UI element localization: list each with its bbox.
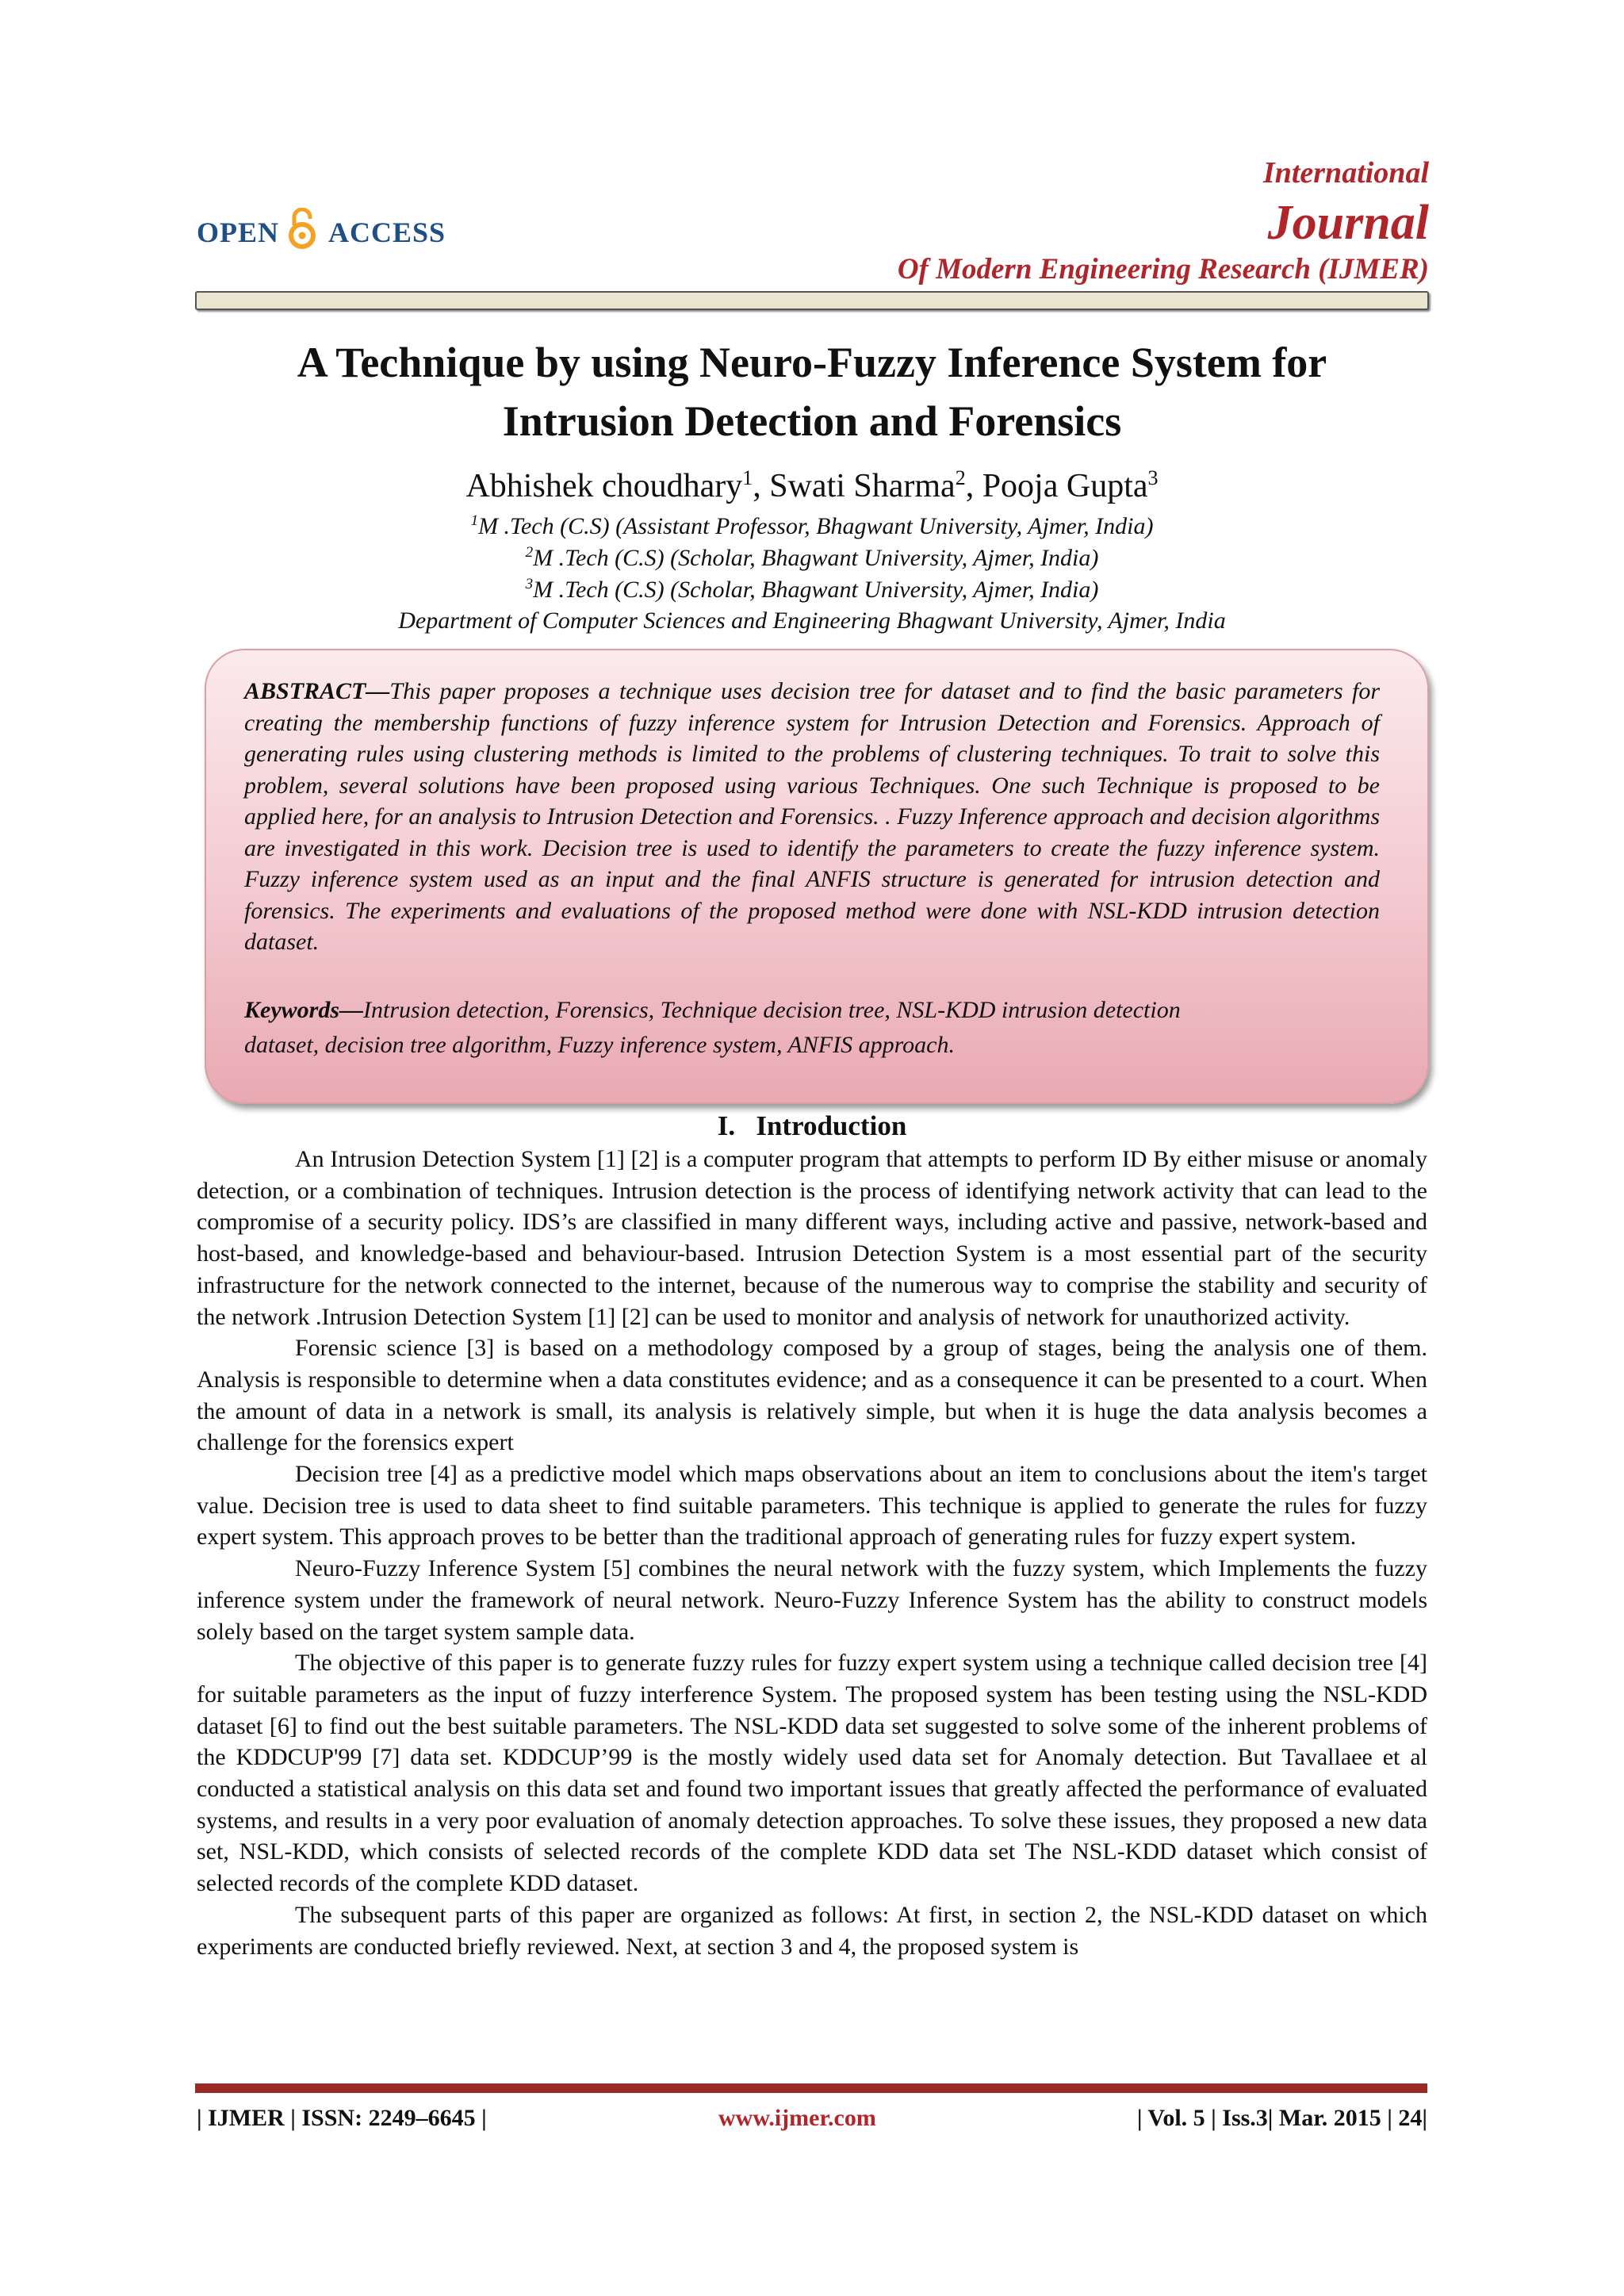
author-sup: 3 [1147,466,1159,489]
paragraph: The objective of this paper is to generate fuzzy rules for fuzzy expert system using a technique called decision tree [4] for suitable parameters as the input of fuzzy interference System. The proposed system has been testing using the NSL-KDD dataset [6] to find out the best suitable parameters. The NSL-KDD data set suggested to solve some of the inherent problems of the KDDCUP'99 [7] data set. KDDCUP’99 is the mostly widely used data set for Anomaly detection. But Tavallaee et al conducted a statistical analysis on this data set and found two important issues that greatly affected the performance of evaluated systems, and results in a very poor evaluation of anomaly detection approaches. To solve these issues, they proposed a new data set, NSL-KDD, which consists of selected records of the complete KDD data set The NSL-KDD dataset which consist of selected records of the complete KDD dataset. [197,1650,1427,1897]
affiliation-sup: 1 [470,512,479,529]
affiliation-sup: 3 [525,576,534,592]
paragraph: Neuro-Fuzzy Inference System [5] combines the neural network with the fuzzy system, which Implements the fuzzy inference system under the framework of neural network. Neuro-Fuzzy Inference System has the ability to construct models solely based on the target system sample data. [197,1555,1427,1645]
author-sup: 2 [955,466,966,489]
section-number: I. [717,1110,736,1141]
affiliation [0,512,1624,540]
affiliation-text: M .Tech (C.S) (Scholar, Bhagwant University, Ajmer, India) [533,577,1099,603]
journal-name-line3: Of Modern Engineering Research (IJMER) [897,253,1429,286]
author-separator: , [965,468,982,504]
body-text [197,1144,1427,1962]
paper-title-line2: Intrusion Detection and Forensics [502,397,1122,445]
abstract-label: ABSTRACT— [244,678,390,704]
affiliation [0,576,1624,604]
footer-volume: | Vol. 5 | Iss.3| Mar. 2015 | 24| [1136,2105,1427,2131]
section-title: Introduction [756,1110,907,1141]
section-heading [0,1110,1624,1142]
footer-issn: | IJMER | ISSN: 2249–6645 | [197,2105,487,2131]
footer-website-link[interactable]: www.ijmer.com [718,2105,876,2131]
affiliation-text: M .Tech (C.S) (Assistant Professor, Bhagwant University, Ajmer, India) [478,513,1154,539]
paper-title-line1: A Technique by using Neuro-Fuzzy Inference System for [297,339,1327,386]
author-name: Swati Sharma [769,468,956,504]
open-access-right-text: ACCESS [328,216,446,248]
open-access-left-text: OPEN [197,216,280,248]
keywords [244,993,1402,1063]
open-lock-icon [289,208,316,256]
keywords-line2: dataset, decision tree algorithm, Fuzzy inference system, ANFIS approach. [244,1032,955,1058]
header-divider [195,291,1429,310]
paragraph: Forensic science [3] is based on a methodology composed by a group of stages, being the analysis one of them. Analysis is responsible to determine when a data constitutes evidence; and as a consequence it can be presented to a court. When the amount of data in a network is small, its analysis is relatively simple, but when it is huge the data analysis becomes a challenge for the forensics expert [197,1335,1427,1456]
affiliation-sup: 2 [525,544,534,561]
author-list [0,466,1624,505]
paragraph: Decision tree [4] as a predictive model which maps observations about an item to conclusions about the item's target value. Decision tree is used to data sheet to find suitable parameters. This technique is applied to generate the rules for fuzzy expert system. This approach proves to be better than the traditional approach of generating rules for fuzzy expert system. [197,1461,1427,1550]
paragraph: The subsequent parts of this paper are organized as follows: At first, in section 2, the NSL-KDD dataset on which experiments are conducted briefly reviewed. Next, at section 3 and 4, the proposed system is [197,1901,1427,1960]
journal-name-line1: International [1262,156,1429,190]
abstract-text: This paper proposes a technique uses decision tree for dataset and to find the basic parameters for creating the membership functions of fuzzy inference system for Intrusion Detection and Forensics. Approach of generating rules using clustering methods is limited to the problems of clustering techniques. To trait to solve this problem, several solutions have been proposed using various Techniques. One such Technique is proposed to be applied here, for an analysis to Intrusion Detection and Forensics. . Fuzzy Inference approach and decision algorithms are investigated in this work. Decision tree is used to identify the parameters to create the fuzzy inference system. Fuzzy inference system used as an input and the final ANFIS structure is generated for intrusion detection and forensics. The experiments and evaluations of the proposed method were done with NSL-KDD intrusion detection dataset. [244,678,1380,955]
paragraph: An Intrusion Detection System [1] [2] is a computer program that attempts to perform ID By either misuse or anomaly detection, or a combination of techniques. Intrusion detection is the process of identifying network activity that can lead to the compromise of a security policy. IDS’s are classified in many different ways, including active and passive, network-based and host-based, and knowledge-based and behaviour-based. Intrusion Detection System is a most essential part of the security infrastructure for the network connected to the internet, because of the numerous way to comprise the stability and security of the network .Intrusion Detection System [1] [2] can be used to monitor and analysis of network for unauthorized activity. [197,1146,1427,1330]
author-sup: 1 [742,466,753,489]
author-separator: , [753,468,770,504]
department: Department of Computer Sciences and Engineering Bhagwant University, Ajmer, India [398,608,1226,634]
footer-divider [195,2083,1427,2093]
keywords-line1: Intrusion detection, Forensics, Technique decision tree, NSL-KDD intrusion detection [363,997,1181,1023]
abstract [244,676,1380,958]
author-name: Abhishek choudhary [465,468,743,504]
keywords-label: Keywords— [244,997,363,1023]
author-name: Pooja Gupta [982,468,1148,504]
paper-title [159,333,1465,450]
open-access-logo [197,208,446,256]
journal-name-line2: Journal [1267,196,1429,250]
affiliation [0,544,1624,572]
affiliation-text: M .Tech (C.S) (Scholar, Bhagwant University, Ajmer, India) [533,545,1099,571]
